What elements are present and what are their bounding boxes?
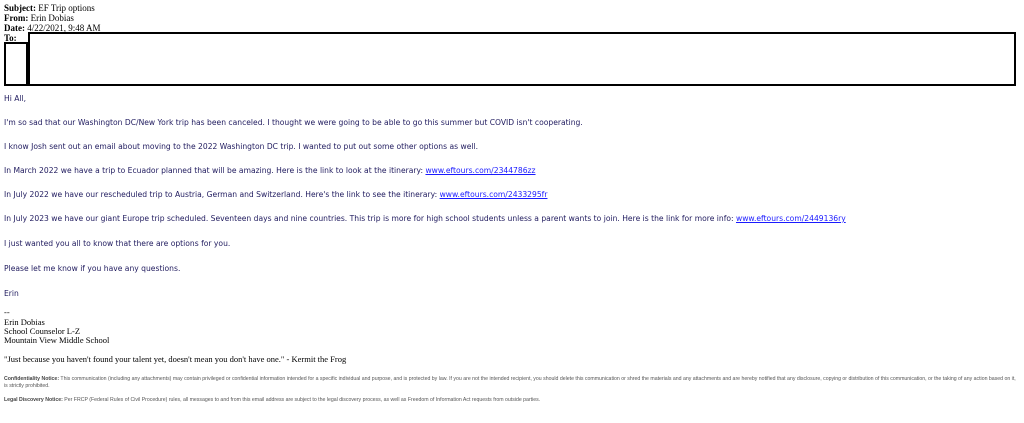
confidentiality-text: This communication (including any attachments) may contain privileged or confidential information intended for a specific individual and purpose, and is protected by law. If you are not the intended recipient, you should delete this communication or shred the materials and any attachments and are hereby notified that any disclosure, copying or distribution of this communication, or the taking of any action based on it, is strictly prohibited.: [4, 376, 1016, 389]
signature-dashes: --: [4, 307, 10, 317]
paragraph-7: Please let me know if you have any questions.: [4, 264, 181, 273]
date-value: 4/22/2021, 9:48 AM: [27, 23, 101, 33]
paragraph-4-text: In July 2022 we have our rescheduled trip to Austria, German and Switzerland. Here's the link to see the itinerary:: [4, 190, 440, 199]
from-line: [4, 13, 74, 23]
paragraph-3: [4, 166, 536, 175]
signature-quote: "Just because you haven't found your talent yet, doesn't mean you don't have one." - Kermit the Frog: [4, 354, 347, 364]
signature-school: Mountain View Middle School: [4, 335, 110, 345]
paragraph-1: I'm so sad that our Washington DC/New York trip has been canceled. I thought we were going to be able to go this summer but COVID isn't cooperating.: [4, 118, 583, 127]
paragraph-6: I just wanted you all to know that there are options for you.: [4, 239, 231, 248]
ecuador-itinerary-link[interactable]: www.eftours.com/2344786zz: [425, 166, 536, 175]
subject-label: Subject:: [4, 3, 36, 13]
paragraph-4: [4, 190, 547, 199]
signature-title: School Counselor L-Z: [4, 326, 81, 336]
subject-line: [4, 3, 95, 13]
confidentiality-notice: [4, 376, 1018, 390]
legal-discovery-notice: [4, 397, 1018, 404]
redacted-recipients-small-box: [4, 42, 28, 86]
europe-trip-link[interactable]: www.eftours.com/2449136ry: [736, 214, 846, 223]
paragraph-5-text: In July 2023 we have our giant Europe trip scheduled. Seventeen days and nine countries. This trip is more for high school students unless a parent wants to join. Here is the link for more info:: [4, 214, 737, 223]
paragraph-2: I know Josh sent out an email about moving to the 2022 Washington DC trip. I wanted to put out some other options as well.: [4, 142, 479, 151]
paragraph-3-text: In March 2022 we have a trip to Ecuador planned that will be amazing. Here is the link to look at the itinerary:: [4, 166, 426, 175]
subject-value: EF Trip options: [38, 3, 95, 13]
legal-label: Legal Discovery Notice:: [4, 397, 63, 403]
paragraph-5: [4, 214, 846, 223]
redacted-recipients-box: [28, 32, 1016, 86]
from-label: From:: [4, 13, 29, 23]
to-label: To:: [4, 33, 17, 43]
signoff: Erin: [4, 289, 19, 298]
from-value: Erin Dobias: [30, 13, 74, 23]
signature-name: Erin Dobias: [4, 317, 45, 327]
austria-itinerary-link[interactable]: www.eftours.com/2433295fr: [439, 190, 548, 199]
confidentiality-label: Confidentiality Notice:: [4, 376, 60, 382]
greeting: Hi All,: [4, 94, 27, 103]
legal-text: Per FRCP (Federal Rules of Civil Procedure) rules, all messages to and from this email address are subject to the legal discovery process, as well as Freedom of Information Act requests from outside parties.: [62, 397, 541, 403]
date-label: Date:: [4, 23, 25, 33]
